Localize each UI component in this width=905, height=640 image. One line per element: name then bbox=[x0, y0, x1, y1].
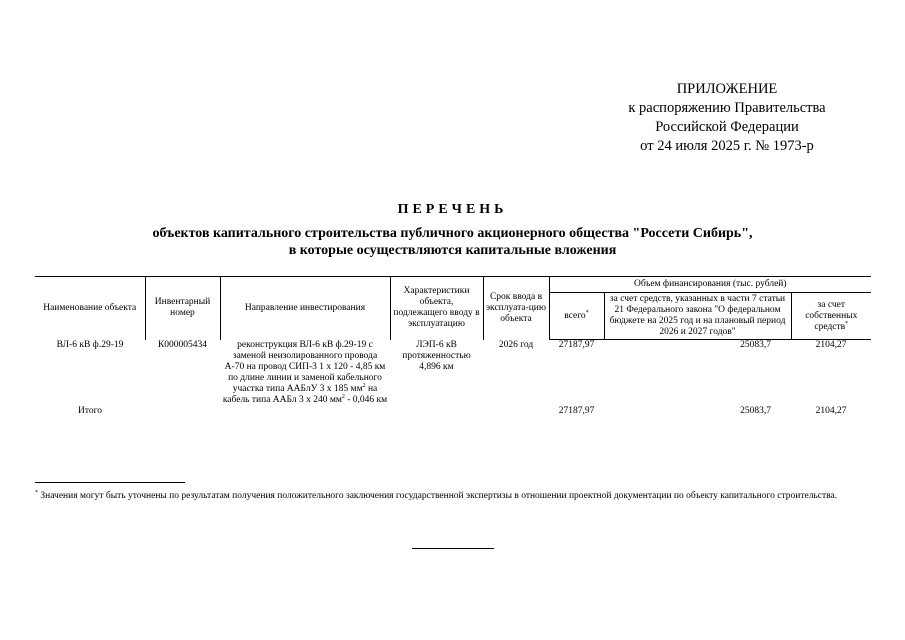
footnote bbox=[35, 490, 868, 503]
footnote-text: Значения могут быть уточнены по результатам получения положительного заключения государственной экспертизы в отношении проектной документации по объекту капитального строительства. bbox=[40, 491, 838, 501]
footnote-mark: * bbox=[35, 489, 38, 496]
header-direction: Направление инвестирования bbox=[220, 277, 390, 340]
header-federal: за счет средств, указанных в части 7 статьи 21 Федерального закона "О федеральном бюджете на 2025 год и на плановый период 2026 и 2027 годов" bbox=[604, 293, 791, 340]
document-title: ПЕРЕЧЕНЬ bbox=[397, 202, 508, 217]
appendix-title: ПРИЛОЖЕНИЕ bbox=[676, 81, 778, 97]
document-subtitle-line2: в которые осуществляются капитальные вложения bbox=[288, 243, 617, 258]
cell-direction: реконструкция ВЛ-6 кВ ф.29-19 с заменой неизолированного провода А-70 на провод СИП-3 1 х 120 - 4,85 км по длине линии и заменой кабельного участка типа ААБлУ 3 х 185 $мм^2$ на кабель типа ААБл 3 х 240 $мм^2 - 0,046$ км bbox=[222, 339, 388, 405]
total-own: 2104,27 bbox=[815, 405, 847, 416]
header-characteristics: Характеристики объекта, подлежащего вводу в эксплуатацию bbox=[390, 277, 483, 340]
footnote-mark: * bbox=[845, 320, 849, 327]
appendix-block bbox=[617, 80, 837, 156]
header-financing: Объем финансирования (тыс. рублей) bbox=[549, 277, 871, 293]
cell-term: 2026 год bbox=[498, 339, 534, 350]
header-term: Срок ввода в эксплуата-цию объекта bbox=[483, 277, 549, 340]
cell-total: 27187,97 bbox=[558, 340, 595, 350]
header-name: Наименование объекта bbox=[35, 277, 145, 340]
cell-inventory: К000005434 bbox=[157, 339, 208, 350]
total-federal: 25083,7 bbox=[740, 405, 771, 416]
document-subtitle-line1: объектов капитального строительства публичного акционерного общества "Россети Сибирь", bbox=[152, 226, 753, 241]
footnote-divider bbox=[35, 482, 185, 483]
footnote-mark: * bbox=[585, 309, 589, 316]
header-own: за счет собственных средств* bbox=[791, 293, 871, 340]
table-total-row bbox=[35, 406, 871, 417]
cell-own: 2104,27 bbox=[815, 340, 847, 350]
cell-name: ВЛ-6 кВ ф.29-19 bbox=[56, 339, 124, 350]
objects-table bbox=[35, 276, 871, 417]
cell-federal: 25083,7 bbox=[740, 340, 771, 350]
appendix-line-date: от 24 июля 2025 г. № 1973-р bbox=[640, 138, 814, 154]
total-label: Итого bbox=[77, 405, 103, 416]
appendix-line-order: к распоряжению Правительства bbox=[628, 100, 826, 116]
header-inventory: Инвентарный номер bbox=[145, 277, 220, 340]
table-header-row bbox=[35, 277, 871, 293]
header-total: всего* bbox=[549, 293, 604, 340]
cell-characteristics: ЛЭП-6 кВ протяженностью 4,896 км bbox=[402, 339, 471, 372]
appendix-line-federation: Российской Федерации bbox=[655, 119, 799, 135]
end-divider bbox=[412, 548, 494, 549]
table-row bbox=[35, 340, 871, 406]
total-sum: 27187,97 bbox=[558, 405, 595, 416]
